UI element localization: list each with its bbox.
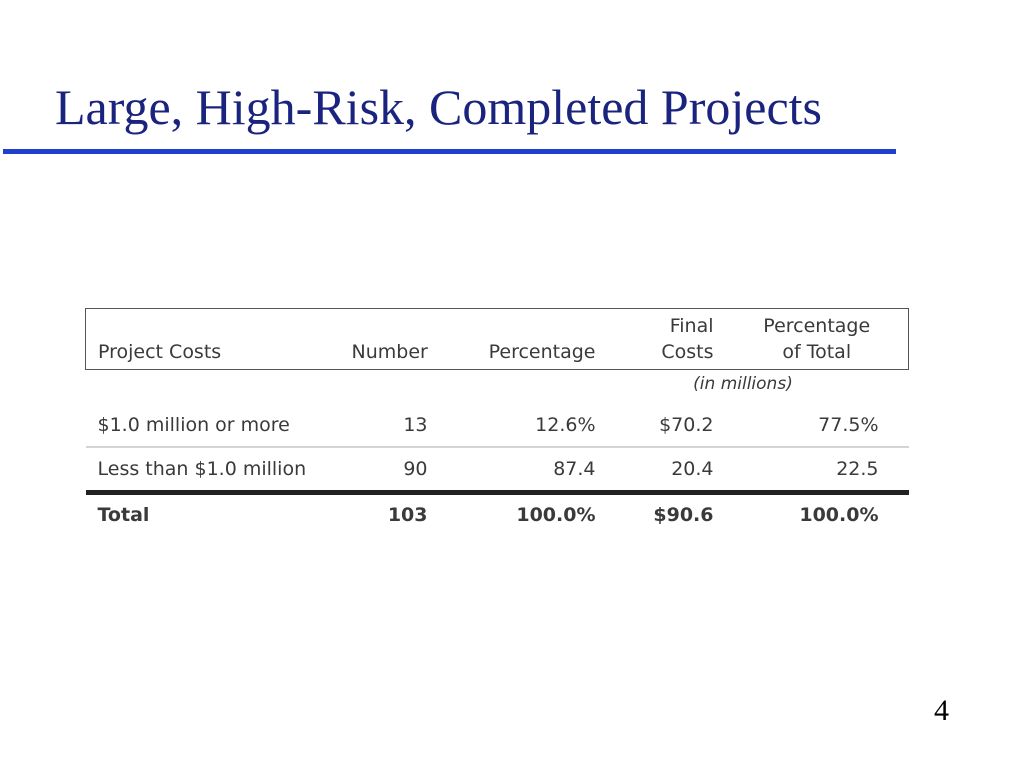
row-percentage: 12.6% [440, 404, 608, 447]
unit-note: (in millions) [693, 374, 793, 394]
header-pct-total-line1: Percentage [763, 315, 871, 337]
row-label: Less than $1.0 million [86, 447, 340, 493]
unit-note-row [86, 370, 909, 405]
row-label: $1.0 million or more [86, 404, 340, 447]
total-number: 103 [387, 504, 428, 526]
header-percentage: Percentage [440, 309, 608, 370]
row-final-costs: 20.4 [608, 447, 726, 493]
total-final-costs: $90.6 [653, 504, 714, 526]
row-percentage: 87.4 [440, 447, 608, 493]
total-pct-total: 100.0% [799, 504, 879, 526]
header-pct-total-line2: of Total [782, 341, 852, 363]
title-underline [3, 149, 896, 154]
row-pct-total: 77.5% [726, 404, 909, 447]
table-row [86, 447, 909, 493]
table-row [86, 404, 909, 447]
slide-title: Large, High-Risk, Completed Projects [55, 79, 823, 135]
header-number: Number [340, 309, 440, 370]
project-costs-table [85, 308, 909, 535]
total-percentage: 100.0% [516, 504, 596, 526]
row-number: 13 [340, 404, 440, 447]
row-pct-total: 22.5 [726, 447, 909, 493]
header-percentage-of-total [726, 309, 909, 370]
project-costs-table-wrapper [85, 308, 908, 535]
header-final-costs-line2: Costs [661, 341, 714, 363]
row-number: 90 [340, 447, 440, 493]
header-final-costs-line1: Final [669, 315, 714, 337]
page-number: 4 [934, 694, 949, 727]
row-final-costs: $70.2 [608, 404, 726, 447]
table-total-row [86, 493, 909, 536]
header-final-costs [608, 309, 726, 370]
header-project-costs: Project Costs [86, 309, 340, 370]
table-header-row [86, 309, 909, 370]
total-label: Total [97, 504, 150, 526]
